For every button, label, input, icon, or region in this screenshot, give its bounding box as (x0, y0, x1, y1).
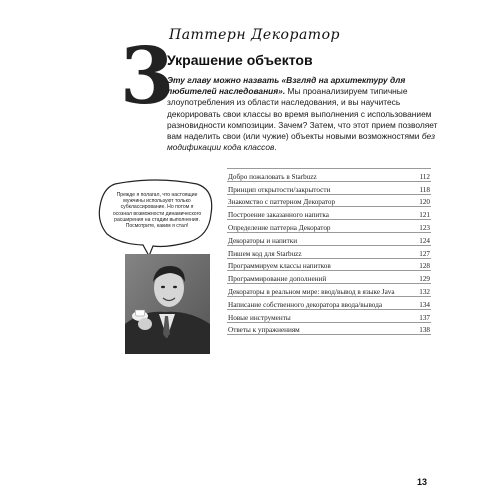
toc-title: Определение паттерна Декоратор (228, 223, 331, 232)
toc-title: Новые инструменты (228, 313, 291, 322)
toc-row (227, 259, 431, 272)
toc-page: 134 (419, 300, 430, 309)
toc-row (227, 297, 431, 310)
toc-page: 129 (419, 275, 430, 284)
retro-man-photo (125, 254, 210, 354)
toc-page: 132 (419, 287, 430, 296)
toc-title: Принцип открытости/закрытости (228, 185, 331, 194)
toc-page: 127 (419, 249, 430, 258)
callout-text: Прежде я полагал, что настоящие мужчины используют только субклассирование. Но потом я осознал возможности динамического расширения на стадии выполнения. Посмотрите, каким я стал! (112, 192, 202, 230)
toc-title: Пишем код для Starbuzz (228, 249, 302, 258)
toc-row (227, 195, 431, 208)
chapter-intro (167, 75, 442, 153)
toc-row (227, 168, 431, 182)
toc-page: 112 (419, 172, 430, 181)
table-of-contents (227, 168, 431, 335)
toc-page: 118 (419, 185, 430, 194)
toc-row (227, 207, 431, 220)
toc-title: Знакомство с паттерном Декоратор (228, 198, 336, 207)
toc-page: 123 (419, 223, 430, 232)
chapter-title: Украшение объектов (167, 52, 313, 68)
intro-tail: . (274, 142, 277, 153)
toc-title: Написание собственного декоратора ввода/вывода (228, 300, 383, 309)
toc-page: 121 (419, 211, 430, 220)
toc-page: 124 (419, 236, 430, 245)
toc-row (227, 246, 431, 259)
toc-title: Ответы к упражнениям (228, 326, 300, 335)
toc-row (227, 284, 431, 297)
toc-row (227, 310, 431, 323)
toc-title: Программируем классы напитков (228, 262, 331, 271)
chapter-number: 3 (120, 31, 175, 122)
toc-page: 137 (419, 313, 430, 322)
toc-title: Декораторы в реальном мире: ввод/вывод в языке Java (228, 287, 395, 296)
pattern-name-label: Паттерн Декоратор (169, 27, 340, 43)
intro-body: Мы проанализируем типичные злоупотребления из области наследования, и вы научитесь декорировать свои классы во время выполнения с использованием разновидности композиции. Зачем? Затем, что этот прием позволяет вам наделить свои (или чужие) объекты новыми возможностями (167, 86, 438, 142)
toc-row (227, 233, 431, 246)
intro-emphasis: без модификации кода классов (167, 131, 435, 153)
toc-page: 138 (419, 326, 430, 335)
toc-title: Декораторы и напитки (228, 236, 298, 245)
intro-lead: Эту главу можно назвать «Взгляд на архитектуру для любителей наследования». (167, 75, 406, 97)
toc-title: Программирование дополнений (228, 275, 327, 284)
toc-page: 120 (419, 198, 430, 207)
toc-row (227, 271, 431, 284)
toc-row (227, 323, 431, 336)
toc-title: Построение заказанного напитка (228, 211, 329, 220)
toc-row (227, 182, 431, 195)
page-number: 13 (417, 477, 428, 487)
toc-title: Добро пожаловать в Starbuzz (228, 172, 317, 181)
toc-row (227, 220, 431, 233)
toc-page: 128 (419, 262, 430, 271)
speech-bubble (97, 178, 215, 250)
